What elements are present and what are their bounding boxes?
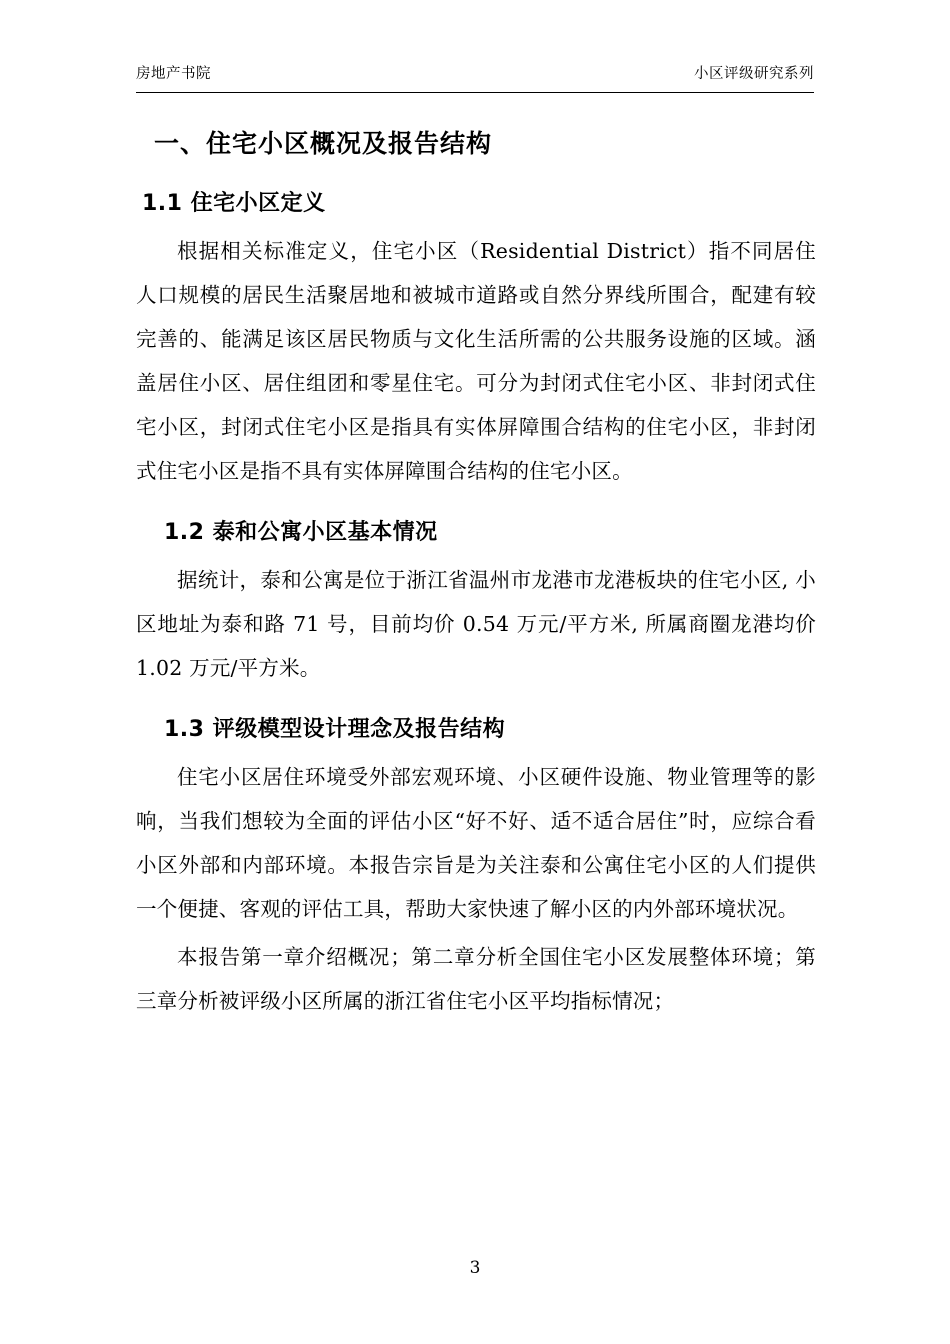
page-header — [136, 62, 814, 83]
section-heading-1-1: 1.1 住宅小区定义 — [142, 191, 326, 216]
paragraph-1-2-1: 据统计，泰和公寓是位于浙江省温州市龙港市龙港板块的住宅小区, 小区地址为泰和路 71 号，目前均价 0.54 万元/平方米, 所属商圈龙港均价 1.02 万元/平方米。 — [136, 568, 816, 680]
section-heading-1-2: 1.2 泰和公寓小区基本情况 — [164, 520, 438, 545]
header-divider — [136, 92, 814, 93]
paragraph-1-1-1: 根据相关标准定义，住宅小区（Residential District）指不同居住人口规模的居民生活聚居地和被城市道路或自然分界线所围合，配建有较完善的、能满足该区居民物质与文化生活所需的公共服务设施的区域。涵盖居住小区、居住组团和零星住宅。可分为封闭式住宅小区、非封闭式住宅小区，封闭式住宅小区是指具有实体屏障围合结构的住宅小区，非封闭式住宅小区是指不具有实体屏障围合结构的住宅小区。 — [136, 239, 816, 483]
paragraph-1-3-1: 住宅小区居住环境受外部宏观环境、小区硬件设施、物业管理等的影响，当我们想较为全面的评估小区“好不好、适不适合居住”时，应综合看小区外部和内部环境。本报告宗旨是为关注泰和公寓住宅小区的人们提供一个便捷、客观的评估工具，帮助大家快速了解小区的内外部环境状况。 — [136, 765, 816, 921]
document-content — [136, 112, 816, 1023]
header-right-text: 小区评级研究系列 — [694, 66, 814, 82]
page-number: 3 — [469, 1258, 481, 1278]
page-footer — [0, 1258, 950, 1278]
section-heading-1-3: 1.3 评级模型设计理念及报告结构 — [164, 717, 506, 742]
paragraph-1-3-2: 本报告第一章介绍概况；第二章分析全国住宅小区发展整体环境；第三章分析被评级小区所属的浙江省住宅小区平均指标情况； — [136, 945, 816, 1013]
header-left-text: 房地产书院 — [136, 66, 211, 82]
chapter-title: 一、住宅小区概况及报告结构 — [154, 129, 493, 158]
